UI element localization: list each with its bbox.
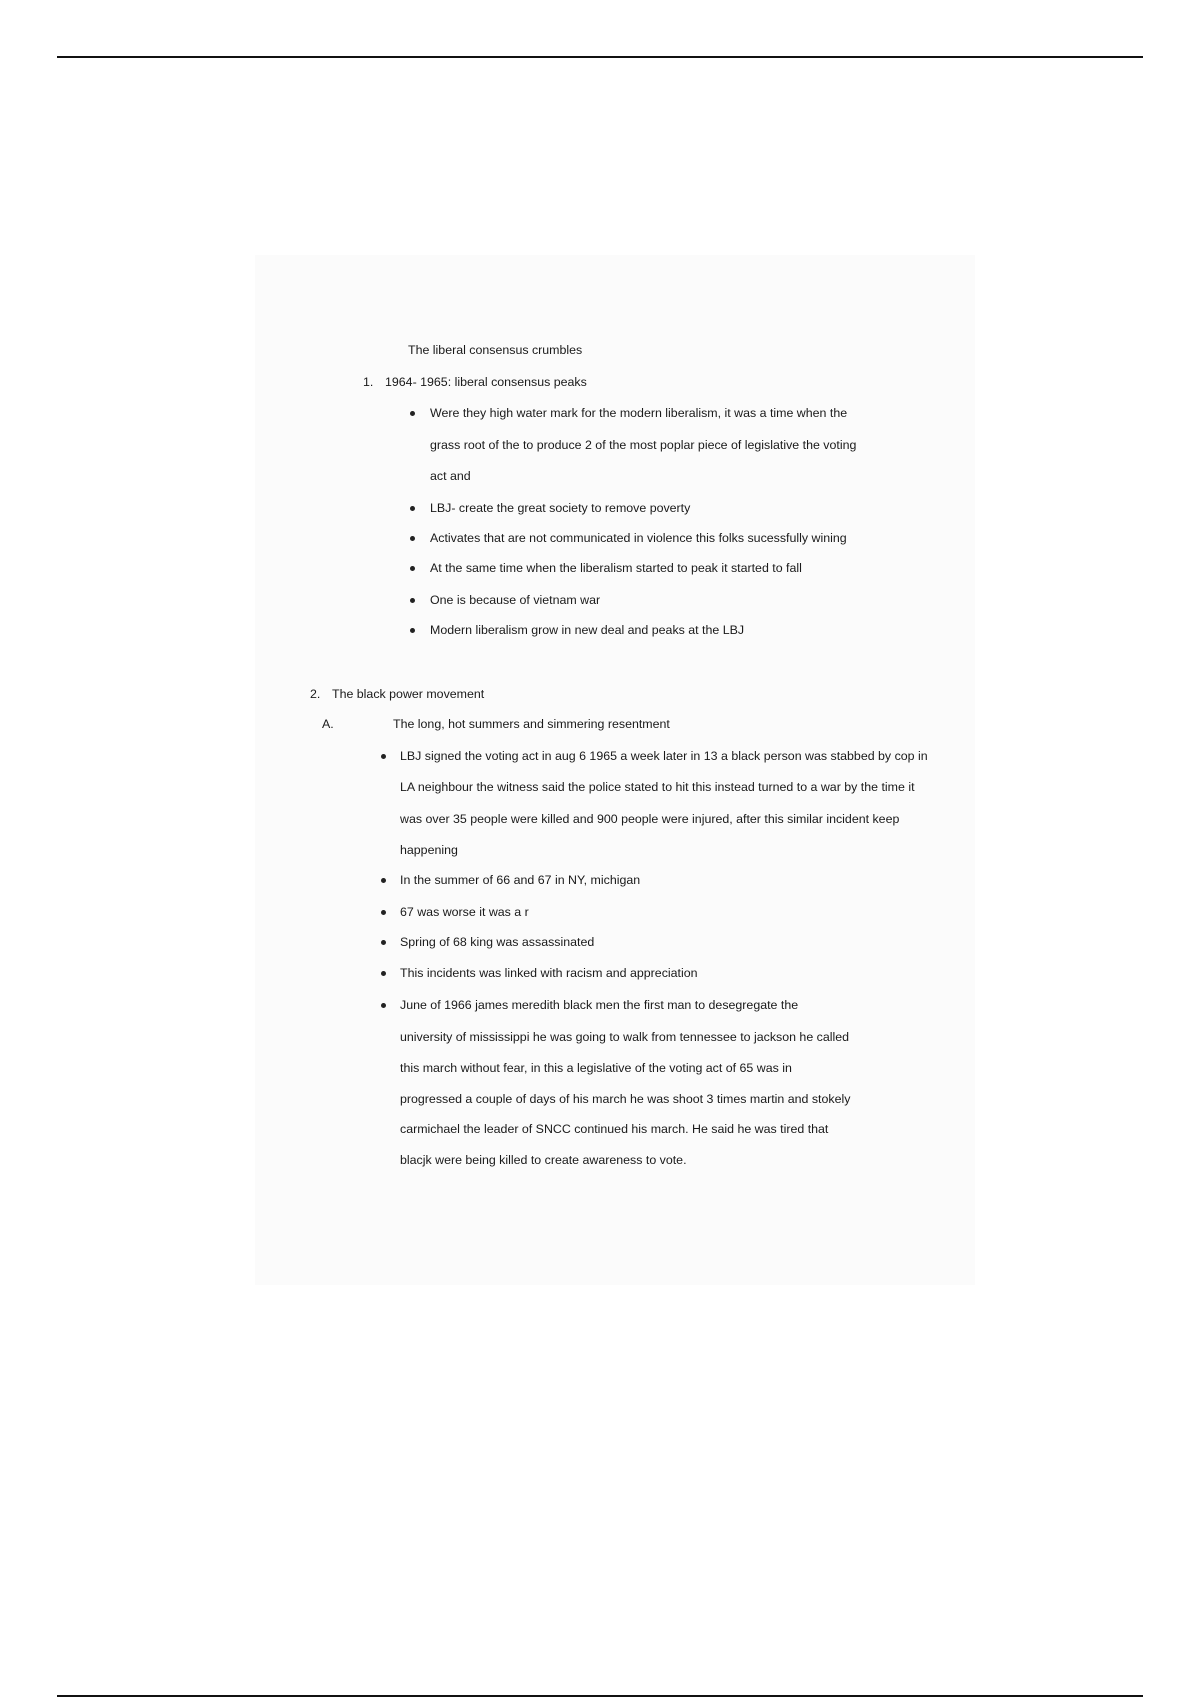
list-item-text: carmichael the leader of SNCC continued his march. He said he was tired that	[400, 1122, 829, 1136]
bullet-icon	[410, 598, 415, 603]
section-2-number: 2.	[310, 687, 321, 701]
bullet-icon	[381, 971, 386, 976]
bullet-icon	[381, 1003, 386, 1008]
list-item-text: 67 was worse it was a r	[400, 905, 529, 919]
list-item-text: happening	[400, 843, 458, 857]
list-item-text: Activates that are not communicated in violence this folks sucessfully wining	[430, 531, 847, 545]
header-rule	[57, 56, 1143, 58]
section-1-number: 1.	[363, 375, 374, 389]
bullet-icon	[410, 566, 415, 571]
list-item-text: act and	[430, 469, 471, 483]
list-item-text: grass root of the to produce 2 of the most poplar piece of legislative the voting	[430, 438, 857, 452]
section-2-heading: The black power movement	[332, 687, 485, 701]
bullet-icon	[410, 411, 415, 416]
list-item-text: blacjk were being killed to create awareness to vote.	[400, 1153, 687, 1167]
list-item-text: At the same time when the liberalism started to peak it started to fall	[430, 561, 802, 575]
list-item-text: progressed a couple of days of his march he was shoot 3 times martin and stokely	[400, 1092, 851, 1106]
subsection-a-letter: A.	[322, 717, 334, 731]
list-item-text: This incidents was linked with racism and appreciation	[400, 966, 698, 980]
list-item-text: LBJ- create the great society to remove poverty	[430, 501, 691, 515]
list-item-text: university of mississippi he was going to walk from tennessee to jackson he called	[400, 1030, 850, 1044]
section-1-heading: 1964- 1965: liberal consensus peaks	[385, 375, 587, 389]
list-item-text: was over 35 people were killed and 900 people were injured, after this similar incident keep	[400, 812, 900, 826]
list-item-text: LBJ signed the voting act in aug 6 1965 a week later in 13 a black person was stabbed by cop in	[400, 749, 928, 763]
list-item-text: Modern liberalism grow in new deal and peaks at the LBJ	[430, 623, 745, 637]
bullet-icon	[381, 940, 386, 945]
document-title: The liberal consensus crumbles	[408, 343, 583, 357]
footer-rule	[57, 1695, 1143, 1697]
list-item-text: In the summer of 66 and 67 in NY, michigan	[400, 873, 641, 887]
list-item-text: this march without fear, in this a legislative of the voting act of 65 was in	[400, 1061, 792, 1075]
bullet-icon	[381, 910, 386, 915]
bullet-icon	[410, 506, 415, 511]
list-item-text: June of 1966 james meredith black men the first man to desegregate the	[400, 998, 799, 1012]
subsection-a-heading: The long, hot summers and simmering resentment	[393, 717, 670, 731]
bullet-icon	[410, 628, 415, 633]
list-item-text: Spring of 68 king was assassinated	[400, 935, 595, 949]
bullet-icon	[381, 754, 386, 759]
list-item-text: Were they high water mark for the modern liberalism, it was a time when the	[430, 406, 848, 420]
list-item-text: One is because of vietnam war	[430, 593, 601, 607]
bullet-icon	[381, 878, 386, 883]
bullet-icon	[410, 536, 415, 541]
list-item-text: LA neighbour the witness said the police stated to hit this instead turned to a war by the time it	[400, 780, 915, 794]
